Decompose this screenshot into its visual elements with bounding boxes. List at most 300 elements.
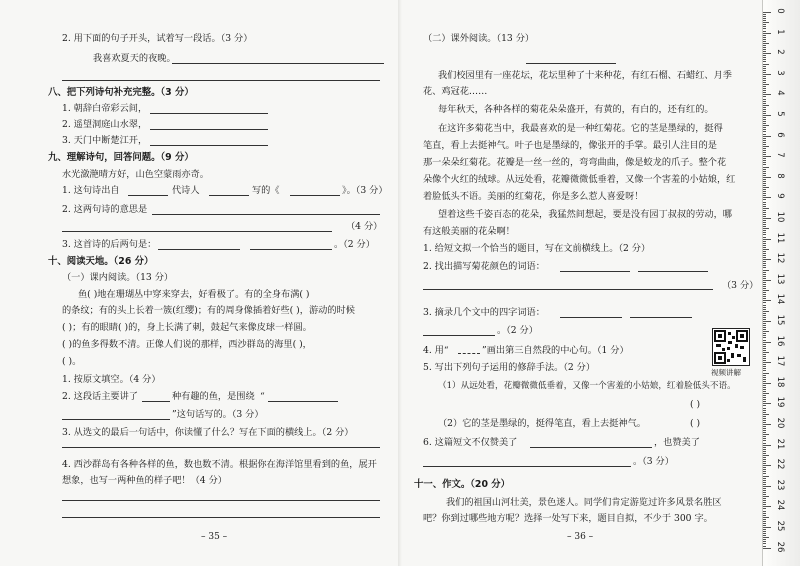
ruler-minor-tick [763, 255, 766, 256]
ruler-number: 12 [775, 252, 785, 264]
ruler-minor-tick [763, 68, 766, 69]
left-page [0, 0, 395, 566]
ruler-minor-tick [763, 420, 766, 421]
ruler-minor-tick [763, 18, 766, 19]
ruler-minor-tick [763, 162, 766, 163]
ruler-minor-tick [763, 247, 766, 248]
answer-line[interactable] [142, 401, 170, 402]
ruler-minor-tick [763, 428, 766, 429]
answer-line[interactable] [560, 317, 622, 318]
ruler-minor-tick [763, 410, 766, 411]
ruler-minor-tick [763, 523, 766, 524]
ruler-tick [763, 383, 771, 384]
ruler-minor-tick [763, 412, 766, 413]
ruler-number: 3 [775, 70, 785, 76]
passage-line-7: 朵像个火红的绒球。从远处看，花瓣微微低垂着，又像一个害羞的小姑娘，红 [423, 174, 736, 185]
ruler-minor-tick [763, 82, 766, 83]
ruler-minor-tick [763, 381, 766, 382]
ruler-minor-tick [763, 80, 766, 81]
ruler-minor-tick [763, 245, 766, 246]
reading-q2-a: 2. 这段话主要讲了 [62, 391, 138, 402]
passage-line-3: ( )；有的眼睛( )的，身上长满了刺，鼓起气来像皮球一样圆。 [62, 322, 312, 333]
ruler-minor-tick [763, 430, 766, 431]
ruler-minor-tick [763, 335, 766, 336]
ruler-minor-tick [763, 307, 766, 308]
ruler-minor-tick [763, 278, 766, 279]
ruler-minor-tick [763, 354, 766, 355]
answer-line[interactable] [638, 271, 708, 272]
ruler-tick [763, 321, 771, 322]
ruler-minor-tick [763, 185, 766, 186]
ruler-minor-tick [763, 140, 766, 141]
ruler-minor-tick [763, 302, 766, 303]
ruler-minor-tick [763, 131, 766, 132]
ruler-minor-tick [763, 109, 766, 110]
passage-line-2: 的条纹；有的头上长着一簇(红缨)；有的周身像插着好些( )，游动的时候 [62, 305, 355, 316]
ruler-minor-tick [763, 539, 766, 540]
ruler-minor-tick [763, 519, 766, 520]
ruler-minor-tick [763, 24, 766, 25]
ruler-minor-tick [763, 43, 769, 44]
answer-line[interactable] [128, 195, 168, 196]
answer-line[interactable] [150, 129, 268, 130]
ruler-minor-tick [763, 344, 766, 345]
poem-item-3: 3. 天门中断楚江开， [62, 135, 148, 146]
answer-line[interactable] [423, 289, 713, 290]
answer-line[interactable] [150, 113, 268, 114]
ruler-minor-tick [763, 76, 766, 77]
ruler-minor-tick [763, 449, 766, 450]
ruler-minor-tick [763, 107, 766, 108]
answer-line[interactable] [62, 500, 380, 501]
ruler-minor-tick [763, 513, 766, 514]
ruler-minor-tick [763, 463, 766, 464]
ruler-minor-tick [763, 195, 766, 196]
page-number: – 36 – [567, 532, 594, 542]
ruler-minor-tick [763, 329, 766, 330]
ruler-minor-tick [763, 340, 766, 341]
q5-sentence-2: （2）它的茎是墨绿的，挺得笔直，看上去挺神气。 [438, 418, 646, 429]
ruler-minor-tick [763, 173, 766, 174]
section-10-title: 十、阅读天地。（26 分） [48, 256, 154, 267]
ruler-minor-tick [763, 282, 766, 283]
ruler-minor-tick [763, 331, 769, 332]
ruler-minor-tick [763, 294, 766, 295]
passage-line-4: ( )的鱼多得数不清。正像人们说的那样，西沙群岛的海里( )， [62, 339, 312, 350]
ruler-minor-tick [763, 366, 766, 367]
ruler-minor-tick [763, 492, 766, 493]
ruler-minor-tick [763, 28, 766, 29]
ruler-minor-tick [763, 325, 766, 326]
ruler-minor-tick [763, 426, 766, 427]
answer-line[interactable] [423, 335, 495, 336]
ruler-minor-tick [763, 399, 766, 400]
answer-line[interactable] [630, 317, 692, 318]
ruler-minor-tick [763, 202, 766, 203]
ruler-minor-tick [763, 296, 766, 297]
ruler-minor-tick [763, 480, 766, 481]
reading-q2-b: 种有趣的鱼，是围绕 [172, 391, 255, 402]
ruler-minor-tick [763, 393, 769, 394]
ruler-minor-tick [763, 286, 766, 287]
answer-line[interactable] [62, 419, 170, 420]
ruler-number: 8 [775, 173, 785, 179]
ruler-minor-tick [763, 267, 766, 268]
ruler-minor-tick [763, 498, 766, 499]
ruler-minor-tick [763, 117, 766, 118]
ruler-minor-tick [763, 90, 766, 91]
q4-b: ”画出第三自然段的中心句。（1 分） [482, 345, 629, 356]
ruler-minor-tick [763, 35, 766, 36]
ruler-minor-tick [763, 121, 766, 122]
ruler-minor-tick [763, 543, 766, 544]
q6-score: 。（3 分） [633, 456, 674, 467]
reading-q2-c: ”这句话写的。（3 分） [172, 409, 264, 420]
ruler-minor-tick [763, 414, 769, 415]
ruler-minor-tick [763, 494, 766, 495]
ruler-minor-tick [763, 467, 766, 468]
ruler-minor-tick [763, 476, 769, 477]
ruler-minor-tick [763, 206, 766, 207]
reading-q1: 1. 按原文填空。（4 分） [62, 374, 161, 385]
answer-line[interactable] [560, 271, 630, 272]
q2-score: （3 分） [722, 280, 759, 291]
ruler-minor-tick [763, 546, 766, 547]
ruler-minor-tick [763, 226, 766, 227]
ruler-tick [763, 362, 771, 363]
answer-line[interactable] [530, 447, 652, 448]
ruler-minor-tick [763, 212, 766, 213]
ruler-minor-tick [763, 78, 766, 79]
ruler-minor-tick [763, 416, 766, 417]
ruler-minor-tick [763, 123, 766, 124]
answer-line[interactable] [150, 145, 268, 146]
ruler-minor-tick [763, 337, 766, 338]
ruler-minor-tick [763, 204, 766, 205]
ruler-minor-tick [763, 438, 766, 439]
ruler-minor-tick [763, 119, 766, 120]
ruler-tick [763, 177, 771, 178]
ruler-minor-tick [763, 298, 766, 299]
ruler-minor-tick [763, 41, 766, 42]
ruler-minor-tick [763, 391, 766, 392]
section-9-title: 九、理解诗句，回答问题。（9 分） [48, 152, 194, 163]
ruler-minor-tick [763, 96, 766, 97]
ruler-minor-tick [763, 377, 766, 378]
composition-line-1: 我们的祖国山河壮美，景色迷人。同学们肯定游览过许多风景名胜区 [446, 497, 722, 508]
sub-reading-2-title: （二）课外阅读。（13 分） [423, 33, 535, 44]
qr-code[interactable] [712, 328, 750, 366]
ruler-minor-tick [763, 129, 766, 130]
ruler-minor-tick [763, 525, 766, 526]
ruler-minor-tick [763, 22, 769, 23]
ruler-minor-tick [763, 274, 766, 275]
ruler-minor-tick [763, 181, 766, 182]
passage-line-10: 有这般美丽的花朵啊！ [423, 226, 515, 237]
ruler-minor-tick [763, 84, 769, 85]
poem-item-1: 1. 朝辞白帝彩云间， [62, 103, 148, 114]
ruler-minor-tick [763, 515, 766, 516]
answer-line[interactable] [290, 195, 340, 196]
ruler-minor-tick [763, 208, 769, 209]
q1: 1. 给短文拟一个恰当的题目，写在文前横线上。（2 分） [423, 243, 651, 254]
ruler-minor-tick [763, 457, 766, 458]
ruler-minor-tick [763, 222, 766, 223]
ruler-number: 17 [775, 355, 785, 367]
ruler-minor-tick [763, 432, 766, 433]
ruler-minor-tick [763, 127, 766, 128]
ruler-tick [763, 486, 771, 487]
ruler-minor-tick [763, 272, 766, 273]
ruler-tick [763, 115, 771, 116]
q6-a: 6. 这篇短文不仅赞美了 [423, 437, 518, 448]
ruler-tick [763, 136, 771, 137]
ruler-minor-tick [763, 154, 766, 155]
ruler-minor-tick [763, 183, 766, 184]
ruler-minor-tick [763, 473, 766, 474]
ruler-number: 20 [775, 417, 785, 429]
answer-line[interactable] [152, 214, 380, 215]
ruler-minor-tick [763, 436, 766, 437]
answer-line[interactable] [62, 80, 380, 81]
ruler-minor-tick [763, 541, 766, 542]
sec9-q2-score: （4 分） [346, 221, 383, 232]
ruler-tick [763, 218, 771, 219]
ruler-minor-tick [763, 241, 766, 242]
ruler-minor-tick [763, 461, 766, 462]
answer-line[interactable] [250, 249, 332, 250]
ruler-minor-tick [763, 113, 766, 114]
ruler-minor-tick [763, 171, 766, 172]
ruler-minor-tick [763, 313, 766, 314]
ruler-minor-tick [763, 86, 766, 87]
ruler-minor-tick [763, 276, 766, 277]
ruler-minor-tick [763, 422, 766, 423]
section-8-title: 八、把下列诗句补充完整。（3 分） [48, 87, 194, 98]
ruler-minor-tick [763, 447, 766, 448]
book-gutter [398, 0, 402, 566]
sub-reading-1-title: （一）课内阅读。（13 分） [62, 272, 174, 283]
passage-line-1: 鱼( )地在珊瑚丛中穿来穿去，好看极了。有的全身布满( ) [78, 289, 310, 300]
ruler-minor-tick [763, 224, 766, 225]
answer-line[interactable] [62, 517, 380, 518]
ruler-minor-tick [763, 356, 766, 357]
ruler-minor-tick [763, 125, 769, 126]
answer-line[interactable] [209, 195, 249, 196]
ruler-minor-tick [763, 70, 766, 71]
ruler-minor-tick [763, 397, 766, 398]
ruler-tick [763, 156, 771, 157]
measuring-ruler [762, 0, 800, 566]
ruler-minor-tick [763, 348, 766, 349]
passage-line-5: ( )。 [62, 356, 82, 367]
section-11-title: 十一、作文。（20 分） [414, 479, 510, 490]
ruler-minor-tick [763, 484, 766, 485]
reading-q4-line2: 想象，也写一两种鱼的样子吧！（4 分） [62, 475, 227, 486]
ruler-minor-tick [763, 14, 766, 15]
ruler-minor-tick [763, 103, 766, 104]
ruler-minor-tick [763, 490, 766, 491]
ruler-minor-tick [763, 323, 766, 324]
sec9-q3: 3. 这首诗的后两句是： [62, 239, 157, 250]
q5-bracket-2[interactable]: ( ) [690, 418, 701, 429]
ruler-minor-tick [763, 360, 766, 361]
ruler-tick [763, 197, 771, 198]
ruler-minor-tick [763, 261, 766, 262]
q2-sentence-start: 我喜欢夏天的夜晚。 [93, 53, 176, 64]
ruler-minor-tick [763, 144, 766, 145]
q5: 5. 写出下列句子运用的修辞手法。（2 分） [423, 362, 596, 373]
ruler-tick [763, 94, 771, 95]
q4-a: 4. 用“ [423, 345, 449, 356]
ruler-number: 11 [775, 232, 785, 243]
ruler-tick [763, 506, 771, 507]
ruler-minor-tick [763, 440, 766, 441]
qr-code-icon [713, 329, 749, 365]
ruler-minor-tick [763, 368, 766, 369]
ruler-minor-tick [763, 389, 766, 390]
reading-q4-line1: 4. 西沙群岛有各种各样的鱼，数也数不清。根据你在海洋馆里看到的鱼，展开 [62, 459, 377, 470]
ruler-number: 25 [775, 520, 785, 532]
reading-q2-quote: “ [260, 391, 265, 402]
answer-line[interactable] [268, 401, 338, 402]
poem-item-2: 2. 遥望洞庭山水翠， [62, 119, 148, 130]
ruler-minor-tick [763, 234, 766, 235]
ruler-minor-tick [763, 220, 766, 221]
ruler-minor-tick [763, 199, 766, 200]
ruler-number: 14 [775, 293, 785, 305]
ruler-minor-tick [763, 292, 766, 293]
ruler-minor-tick [763, 26, 766, 27]
ruler-minor-tick [763, 72, 766, 73]
ruler-minor-tick [763, 451, 766, 452]
ruler-minor-tick [763, 164, 766, 165]
ruler-minor-tick [763, 179, 766, 180]
ruler-tick [763, 424, 771, 425]
reading-q3: 3. 从选文的最后一句话中，你读懂了什么？写在下面的横线上。（2 分） [62, 427, 354, 438]
ruler-tick [763, 74, 771, 75]
ruler-minor-tick [763, 169, 766, 170]
ruler-minor-tick [763, 408, 766, 409]
ruler-number: 18 [775, 376, 785, 388]
sec9-q2: 2. 这两句诗的意思是 [62, 204, 148, 215]
ruler-minor-tick [763, 455, 769, 456]
ruler-minor-tick [763, 263, 766, 264]
ruler-minor-tick [763, 531, 766, 532]
ruler-minor-tick [763, 249, 769, 250]
ruler-minor-tick [763, 187, 769, 188]
ruler-minor-tick [763, 434, 769, 435]
ruler-tick [763, 527, 771, 528]
qr-label: 视频讲解 [711, 368, 741, 377]
answer-line[interactable] [62, 231, 332, 232]
ruler-minor-tick [763, 288, 766, 289]
ruler-tick [763, 342, 771, 343]
ruler-minor-tick [763, 401, 766, 402]
ruler-minor-tick [763, 230, 766, 231]
title-answer-line[interactable] [526, 63, 616, 64]
ruler-minor-tick [763, 167, 769, 168]
passage-line-8: 着脸低头不语。美丽的红菊花，你是多么惹人喜爱呀！ [423, 191, 644, 202]
sec9-q1-c: 写的《 [252, 185, 280, 196]
ruler-number: 9 [775, 193, 785, 200]
ruler-minor-tick [763, 459, 766, 460]
ruler-tick [763, 300, 771, 301]
ruler-minor-tick [763, 537, 769, 538]
ruler-minor-tick [763, 471, 766, 472]
passage-line-3: 每年秋天，各种各样的菊花朵朵盛开，有黄的，有白的，还有红的。 [438, 104, 714, 115]
ruler-minor-tick [763, 488, 766, 489]
ruler-minor-tick [763, 99, 766, 100]
ruler-tick [763, 33, 771, 34]
q5-bracket-1[interactable]: ( ) [690, 399, 701, 410]
page-number: – 35 – [201, 532, 228, 542]
ruler-minor-tick [763, 88, 766, 89]
ruler-number: 16 [775, 335, 785, 346]
passage-line-1: 我们校园里有一座花坛，花坛里种了十来种花，有红石榴、石蜡红、月季 [438, 70, 732, 81]
ruler-minor-tick [763, 150, 766, 151]
answer-line[interactable] [423, 466, 631, 467]
ruler-minor-tick [763, 311, 769, 312]
poem-line: 水光潋滟晴方好，山色空蒙雨亦奇。 [62, 169, 209, 180]
ruler-minor-tick [763, 346, 766, 347]
ruler-minor-tick [763, 257, 766, 258]
answer-line[interactable] [172, 63, 384, 64]
ruler-number: 24 [775, 499, 785, 511]
ruler-minor-tick [763, 57, 766, 58]
ruler-minor-tick [763, 101, 766, 102]
ruler-minor-tick [763, 315, 766, 316]
ruler-minor-tick [763, 20, 766, 21]
ruler-minor-tick [763, 375, 766, 376]
q3-score: 。（2 分） [497, 325, 538, 336]
q2: 2. 找出描写菊花颜色的词语： [423, 261, 545, 272]
answer-line[interactable] [62, 447, 380, 448]
q6-b: ，也赞美了 [654, 437, 700, 448]
ruler-minor-tick [763, 148, 766, 149]
ruler-number: 13 [775, 273, 785, 285]
ruler-tick [763, 465, 771, 466]
ruler-minor-tick [763, 61, 766, 62]
ruler-minor-tick [763, 210, 766, 211]
ruler-number: 7 [775, 152, 785, 158]
ruler-tick [763, 239, 771, 240]
ruler-minor-tick [763, 243, 766, 244]
ruler-minor-tick [763, 214, 766, 215]
ruler-minor-tick [763, 193, 766, 194]
passage-line-2: 花、鸡冠花…… [423, 86, 488, 97]
ruler-minor-tick [763, 350, 766, 351]
answer-line[interactable] [158, 249, 240, 250]
ruler-minor-tick [763, 59, 766, 60]
ruler-minor-tick [763, 317, 766, 318]
ruler-number: 4 [775, 90, 785, 97]
ruler-minor-tick [763, 37, 766, 38]
ruler-tick [763, 259, 771, 260]
ruler-tick [763, 403, 771, 404]
ruler-minor-tick [763, 138, 766, 139]
ruler-minor-tick [763, 358, 766, 359]
ruler-minor-tick [763, 352, 769, 353]
ruler-minor-tick [763, 270, 769, 271]
ruler-minor-tick [763, 469, 766, 470]
ruler-number: 1 [775, 28, 785, 35]
ruler-minor-tick [763, 533, 766, 534]
ruler-tick [763, 280, 771, 281]
ruler-minor-tick [763, 160, 766, 161]
ruler-minor-tick [763, 146, 769, 147]
ruler-minor-tick [763, 529, 766, 530]
